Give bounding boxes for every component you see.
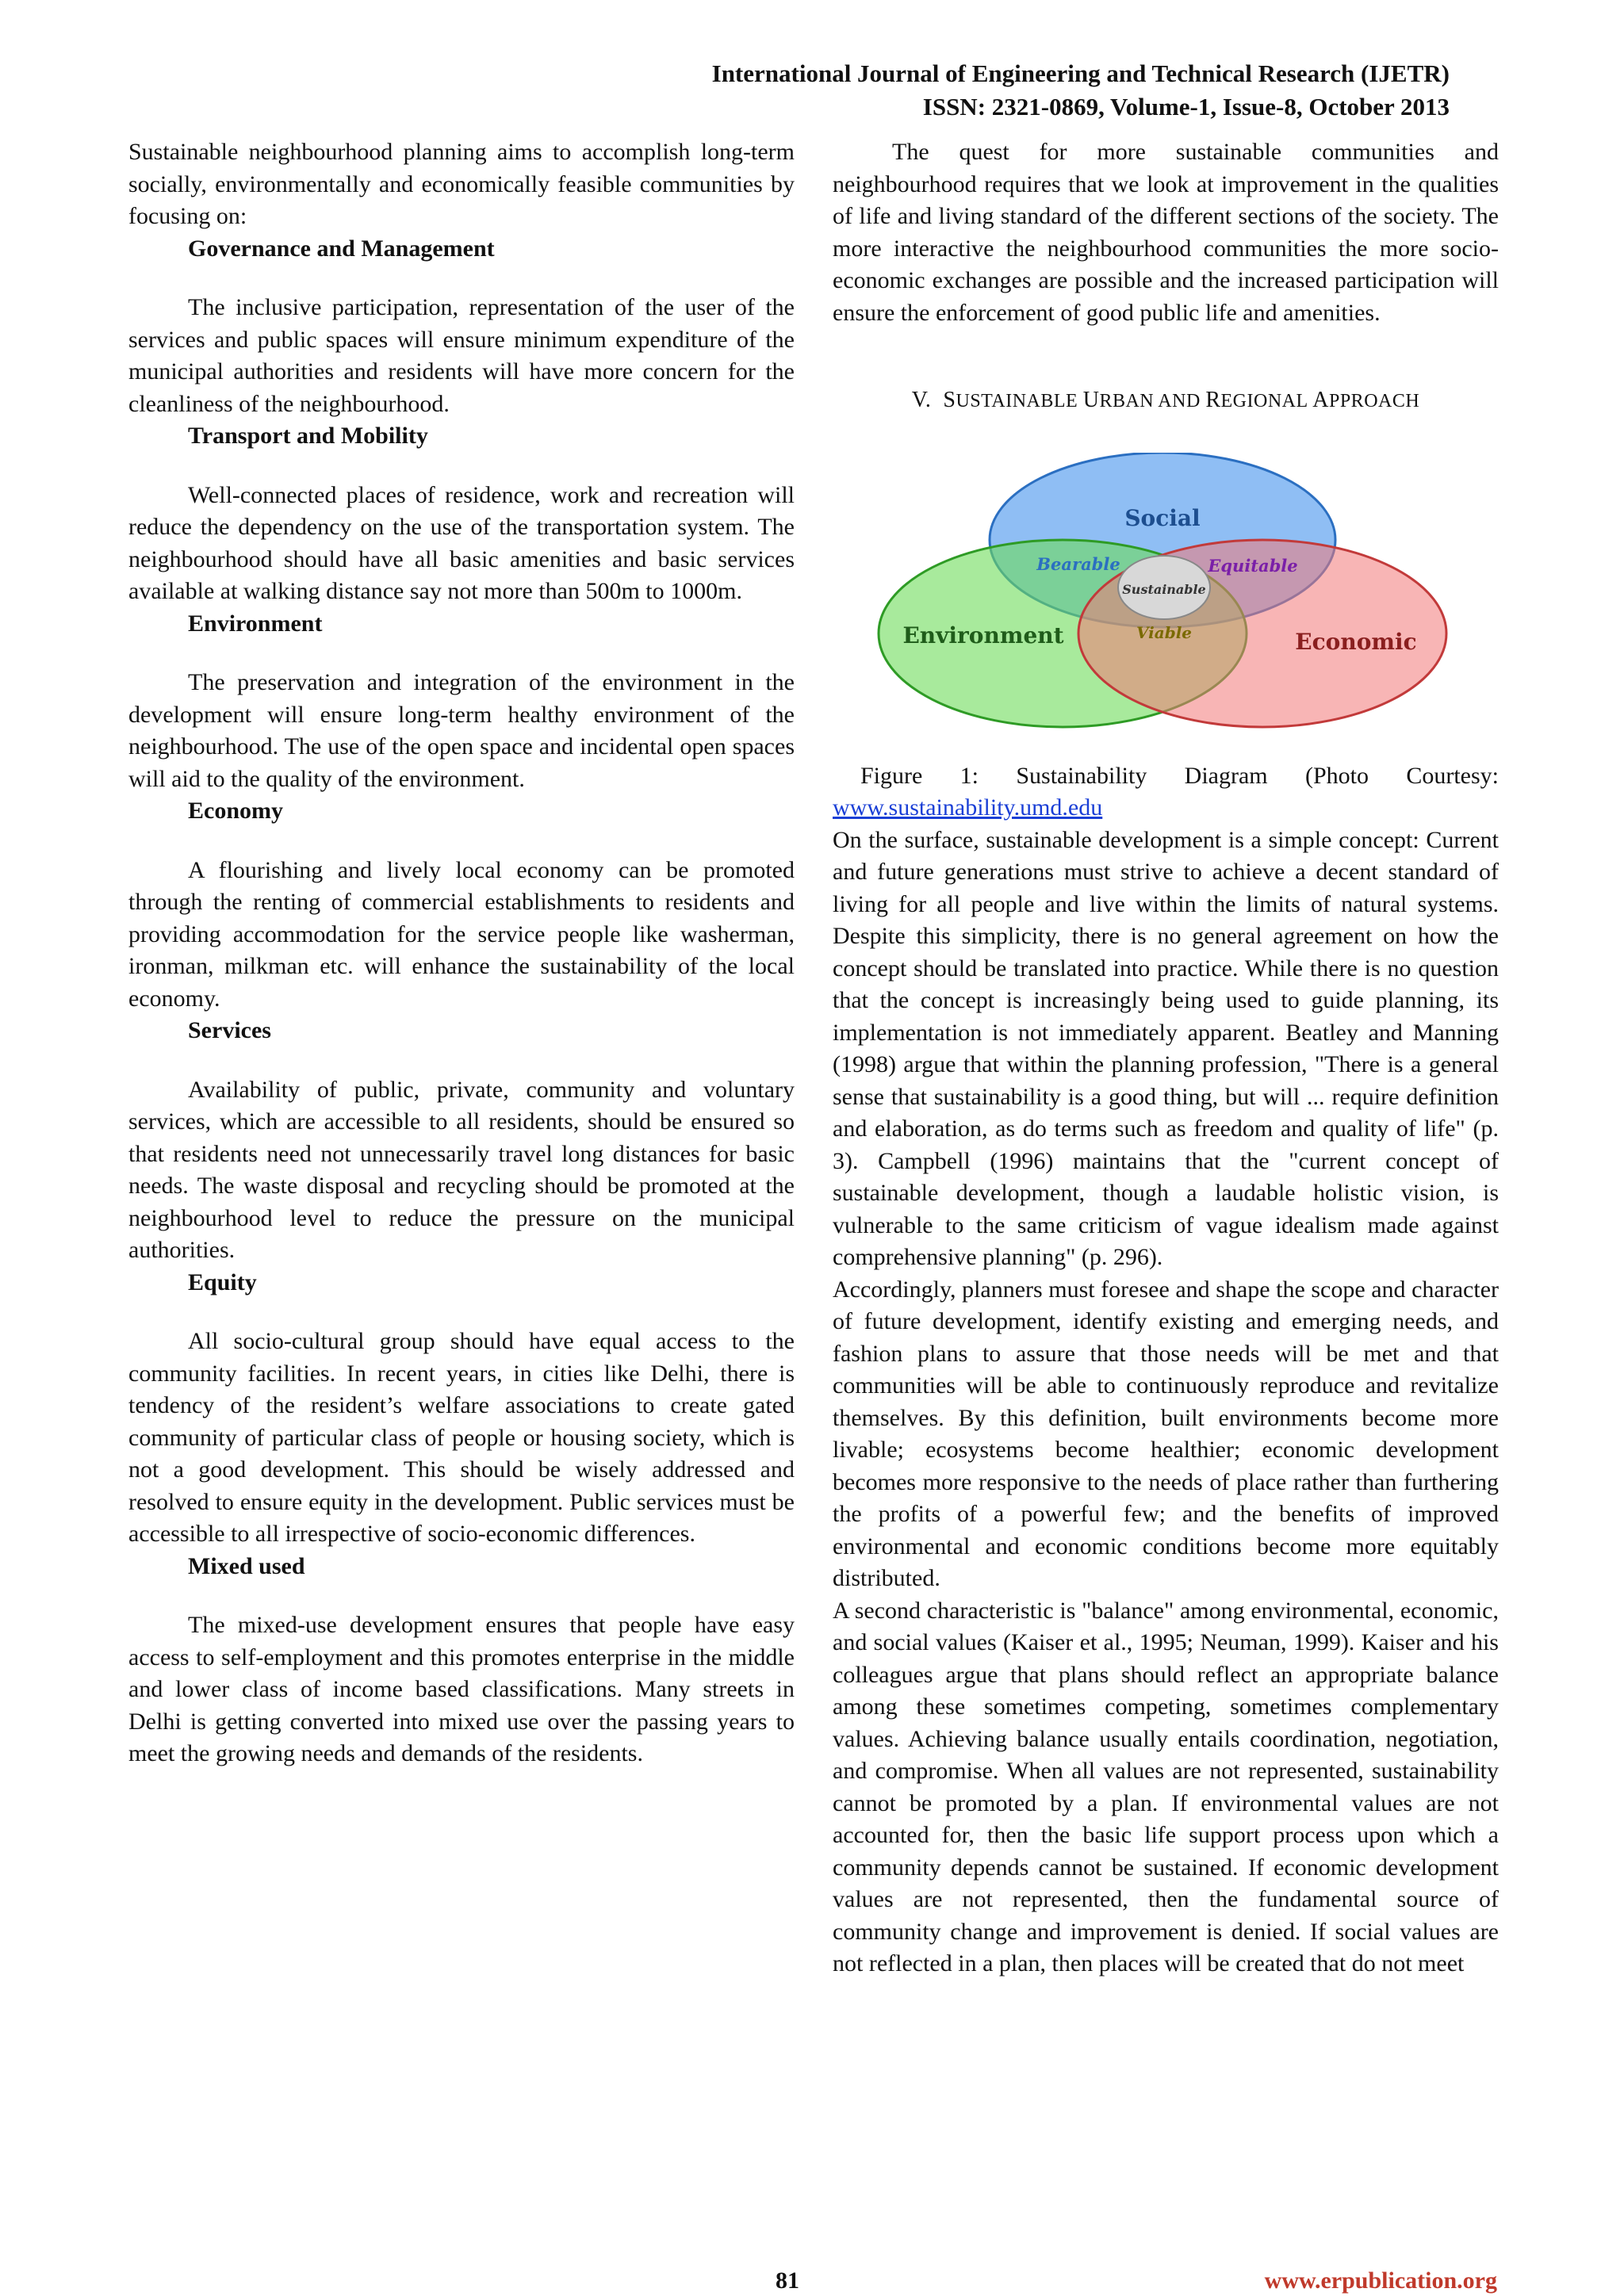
- equitable-label: Equitable: [1208, 555, 1298, 576]
- section-caps: PPROACH: [1328, 391, 1420, 411]
- paragraph-governance: The inclusive participation, representation of the user of the services and public spaces will ensure minimum expenditure of the municipal authorities and residents will have more concern for the cleanliness of the neighbourhood.: [128, 294, 795, 417]
- page-number: 81: [776, 2267, 799, 2294]
- sustainability-diagram: [833, 453, 1499, 738]
- paragraph-quest: The quest for more sustainable communities and neighbourhood requires that we look at improvement in the qualities of life and living standard of the different sections of the society. The more interactive the neighbourhood communities the more socio-economic exchanges are possible and the increased participation will ensure the enforcement of good public life and amenities.: [833, 139, 1499, 326]
- bearable-label: Bearable: [1036, 553, 1120, 574]
- figure-caption: [833, 760, 1499, 825]
- paragraph-services: Availability of public, private, community and voluntary services, which are accessible to all residents, should be ensured so that residents need not unnecessarily travel long distances for basic needs. The waste disposal and recycling should be promoted at the neighbourhood level to reduce the pressure on the municipal authorities.: [128, 1076, 795, 1263]
- paragraph-economy: A flourishing and lively local economy can be promoted through the renting of commercial establishments to residents and providing accommodation for the service people like washerman, ironman, milkman etc. will enhance the sustainability of the local economy.: [128, 856, 795, 1012]
- paragraph-planners: Accordingly, planners must foresee and shape the scope and character of future development, identify existing and emerging needs, and fashion plans to assure that those needs will be met and that communities will be able to continuously reproduce and revitalize themselves. By this definition, built environments become more livable; ecosystems become healthier; economic development becomes more responsive to the needs of place rather than furthering the profits of a powerful few; and the benefits of improved environmental and economic conditions become more equitably distributed.: [833, 1276, 1499, 1591]
- section-caps: RBAN AND: [1099, 391, 1206, 411]
- section-number: V.: [911, 388, 932, 412]
- figure-source-link[interactable]: www.sustainability.umd.edu: [833, 794, 1103, 821]
- section-heading: [833, 385, 1499, 418]
- journal-issn: ISSN: 2321-0869, Volume-1, Issue-8, October 2013: [922, 93, 1450, 121]
- paragraph-transport: Well-connected places of residence, work and recreation will reduce the dependency on the use of the transportation system. The neighbourhood should have all basic amenities and basic services available at walking distance say not more than 500m to 1000m.: [128, 481, 795, 604]
- section-caps: EGIONAL: [1220, 391, 1313, 411]
- section-caps: USTAINABLE: [956, 391, 1083, 411]
- intro-paragraph: Sustainable neighbourhood planning aims to accomplish long-term socially, environmentally and economically feasible communities by focusing on:: [128, 139, 795, 229]
- section-cap: R: [1205, 388, 1221, 412]
- paragraph-balance: A second characteristic is "balance" among environmental, economic, and social values (Kaiser et al., 1995; Neuman, 1999). Kaiser and his colleagues argue that plans should reflect an appropriate balance among these sometimes competing, sometimes complementary values. Achieving balance usually entails coordination, negotiation, and compromise. When all values are not represented, sustainability cannot be promoted by a plan. If environmental values are not accounted for, then the basic life support process upon which a community depends cannot be sustained. If economic development values are not represented, then the fundamental source of community change and improvement is denied. If social values are not reflected in a plan, then places will be created that do not meet: [833, 1597, 1499, 1976]
- section-cap: S: [943, 388, 956, 412]
- heading-environment: Environment: [188, 610, 323, 637]
- right-column: [833, 136, 1499, 1980]
- paragraph-environment: The preservation and integration of the environment in the development will ensure long-term healthy environment of the neighbourhood. The use of the open space and incidental open spaces will aid to the quality of the environment.: [128, 669, 795, 792]
- sustainable-label: Sustainable: [1122, 581, 1206, 597]
- section-cap: U: [1082, 388, 1100, 412]
- paragraph-equity: All socio-cultural group should have equal access to the community facilities. In recent years, in cities like Delhi, there is tendency of the resident’s welfare associations to create gated community of particular class of people or housing society, which is not a good development. This should be wisely addressed and resolved to ensure equity in the development. Public services must be accessible to all irrespective of socio-economic differences.: [128, 1328, 795, 1547]
- venn-diagram: [848, 453, 1483, 738]
- heading-services: Services: [188, 1017, 271, 1043]
- section-cap: A: [1312, 388, 1329, 412]
- journal-title: International Journal of Engineering and Technical Research (IJETR): [711, 59, 1450, 87]
- left-column: [128, 136, 795, 1770]
- heading-governance: Governance and Management: [188, 235, 495, 262]
- heading-economy: Economy: [188, 798, 283, 824]
- social-label: Social: [1124, 504, 1201, 531]
- economic-label: Economic: [1295, 628, 1417, 655]
- journal-header: [712, 57, 1450, 124]
- paragraph-mixed-use: The mixed-use development ensures that people have easy access to self-employment and this promotes enterprise in the middle and lower class of income based classifications. Many streets in Delhi is getting converted into mixed use over the passing years to meet the growing needs and demands of the residents.: [128, 1612, 795, 1766]
- figure-caption-text: Figure 1: Sustainability Diagram (Photo Courtesy:: [860, 762, 1499, 789]
- environment-label: Environment: [902, 622, 1064, 649]
- heading-equity: Equity: [188, 1269, 257, 1295]
- heading-mixed-use: Mixed used: [188, 1552, 305, 1579]
- viable-label: Viable: [1136, 622, 1193, 642]
- heading-transport: Transport and Mobility: [188, 423, 428, 449]
- paragraph-simple-concept: On the surface, sustainable development is a simple concept: Current and future generations must strive to achieve a decent standard of living for all people and live within the limits of natural systems. Despite this simplicity, there is no general agreement on how the concept should be translated into practice. While there is no question that the concept is increasingly being used to guide planning, its implementation is not immediately apparent. Beatley and Manning (1998) argue that within the planning profession, "There is a general sense that sustainability is a good thing, but will ... require definition and elaboration, as do terms such as freedom and quality of life" (p. 3). Campbell (1996) maintains that the "current concept of sustainable development, though a laudable holistic vision, is vulnerable to the same criticism of vague idealism made against comprehensive planning" (p. 296).: [833, 826, 1499, 1270]
- footer-website[interactable]: www.erpublication.org: [1264, 2267, 1497, 2294]
